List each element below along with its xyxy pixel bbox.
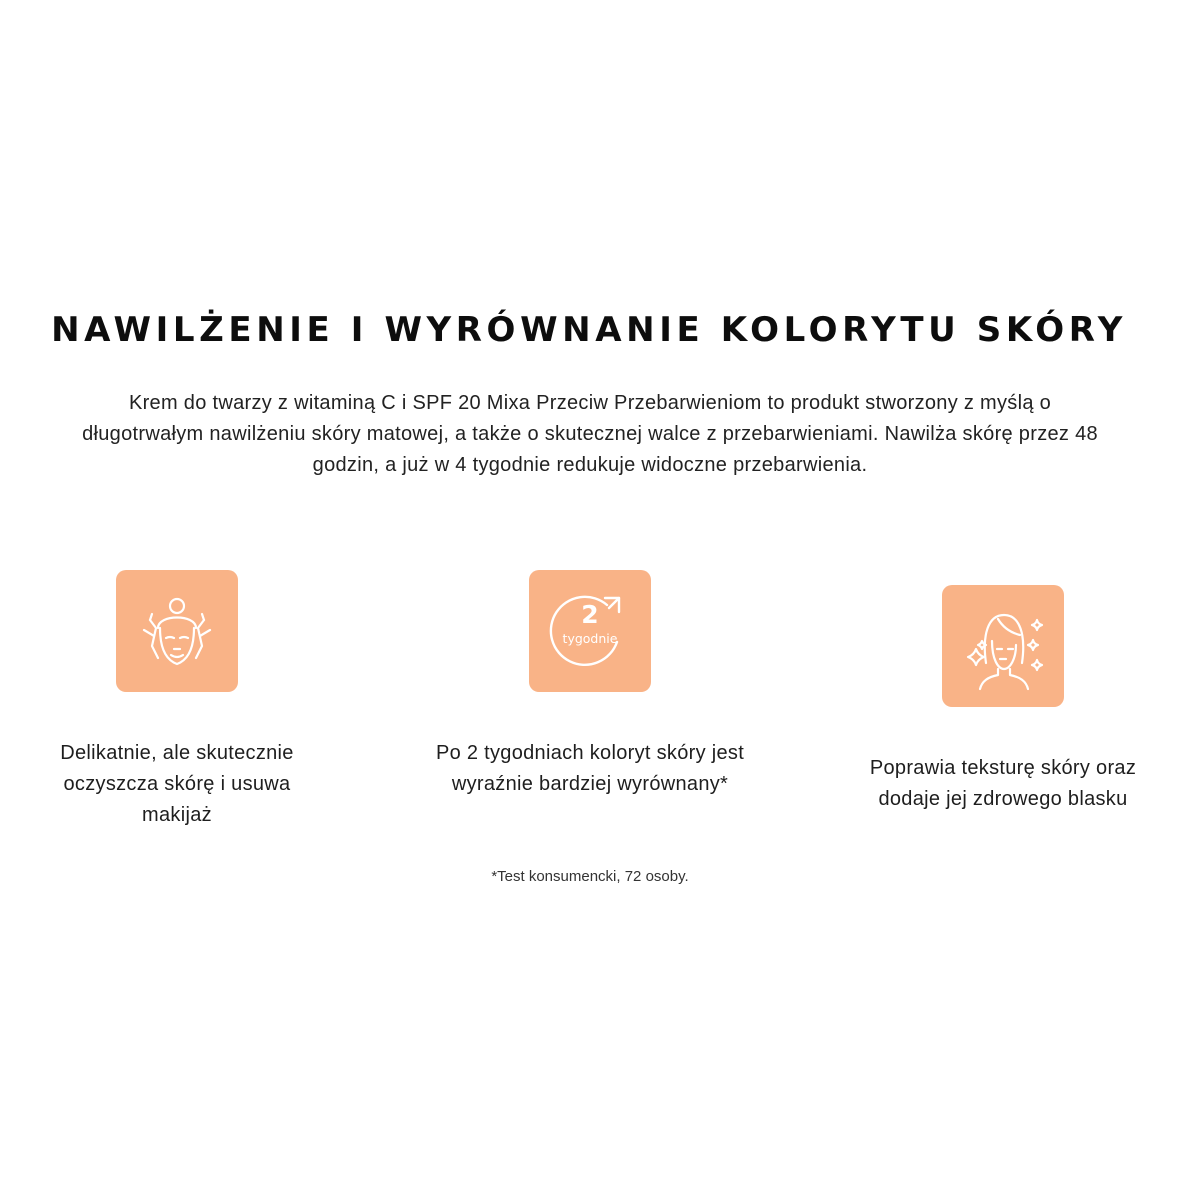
icon-label: tygodnie <box>562 631 618 646</box>
icon-number: 2 <box>581 600 599 629</box>
feature-text-two-weeks: Po 2 tygodniach koloryt skóry jest wyraźnie bardziej wyrównany* <box>435 742 745 795</box>
radiant-skin-icon <box>942 585 1064 707</box>
section-heading: NAWILŻENIE I WYRÓWNANIE KOLORYTU SKÓRY <box>51 310 1127 350</box>
feature-tile-radiance <box>942 585 1064 707</box>
face-massage-icon <box>116 570 238 692</box>
feature-tile-cleansing <box>116 570 238 692</box>
footnote: *Test konsumencki, 72 osoby. <box>491 868 689 885</box>
intro-paragraph: Krem do twarzy z witaminą C i SPF 20 Mixa Przeciw Przebarwieniom to produkt stworzony z myślą o długotrwałym nawilżeniu skóry matowej, a także o skutecznej walce z przebarwieniami. Nawilża skórę przez 48 godzin, a już w 4 tygodnie redukuje widoczne przebarwienia. <box>82 392 1098 476</box>
feature-text-cleansing: Delikatnie, ale skutecznie oczyszcza skórę i usuwa makijaż <box>60 742 294 826</box>
feature-text-radiance: Poprawia teksturę skóry oraz dodaje jej zdrowego blasku <box>869 757 1137 810</box>
feature-tile-two-weeks <box>529 570 651 692</box>
